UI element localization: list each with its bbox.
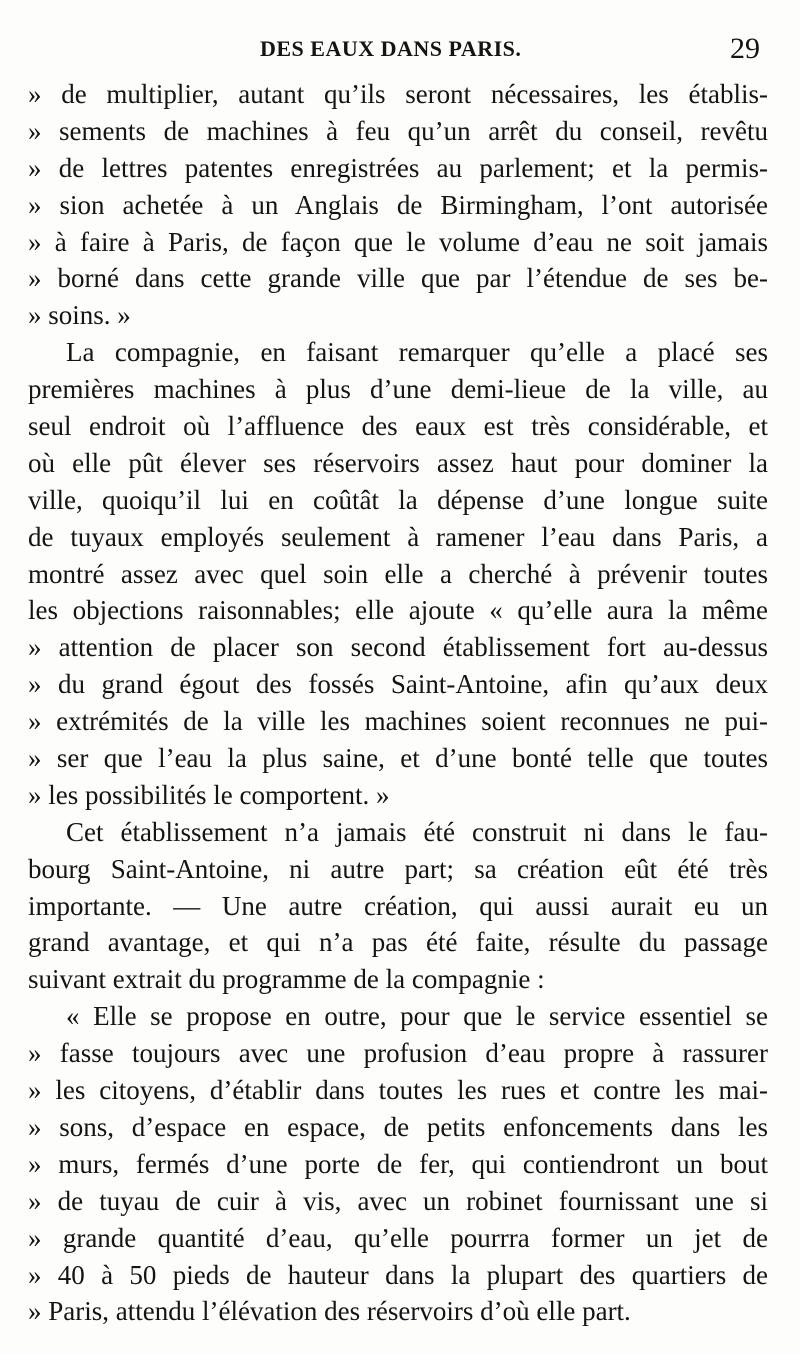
text-line: » ser que l’eau la plus saine, et d’une bonté telle que toutes bbox=[28, 743, 768, 774]
text-line: » murs, fermés d’une porte de fer, qui contiendront un bout bbox=[28, 1148, 768, 1179]
text-line: » fasse toujours avec une profusion d’eau propre à rassurer bbox=[28, 1038, 768, 1069]
text-line: » soins. » bbox=[28, 300, 131, 331]
text-line: » borné dans cette grande ville que par l’étendue de ses be- bbox=[28, 263, 768, 294]
text-line: où elle pût élever ses réservoirs assez haut pour dominer la bbox=[28, 447, 768, 478]
running-head bbox=[60, 32, 760, 70]
text-line: importante. — Une autre création, qui aussi aurait eu un bbox=[28, 890, 768, 921]
text-line: seul endroit où l’affluence des eaux est très considérable, et bbox=[28, 411, 768, 442]
text-line: suivant extrait du programme de la compagnie : bbox=[28, 964, 545, 995]
text-line: » attention de placer son second établissement fort au-dessus bbox=[28, 632, 768, 663]
text-line: grand avantage, et qui n’a pas été faite, résulte du passage bbox=[28, 927, 768, 958]
text-line: » Paris, attendu l’élévation des réservoirs d’où elle part. bbox=[28, 1296, 631, 1327]
text-line: La compagnie, en faisant remarquer qu’elle a placé ses bbox=[66, 337, 768, 368]
text-line: » les possibilités le comportent. » bbox=[28, 779, 390, 810]
text-line: premières machines à plus d’une demi-lieue de la ville, au bbox=[28, 374, 768, 405]
text-line: » du grand égout des fossés Saint-Antoine, afin qu’aux deux bbox=[28, 669, 768, 700]
text-line: les objections raisonnables; elle ajoute « qu’elle aura la même bbox=[28, 595, 768, 626]
text-body bbox=[28, 76, 768, 1330]
text-line: » grande quantité d’eau, qu’elle pourrra former un jet de bbox=[28, 1222, 768, 1253]
text-line: » 40 à 50 pieds de hauteur dans la plupart des quartiers de bbox=[28, 1259, 768, 1290]
text-line: » sion achetée à un Anglais de Birmingham, l’ont autorisée bbox=[28, 189, 768, 220]
text-line: » les citoyens, d’établir dans toutes les rues et contre les mai- bbox=[28, 1075, 768, 1106]
text-line: » de tuyau de cuir à vis, avec un robinet fournissant une si bbox=[28, 1185, 768, 1216]
text-line: » à faire à Paris, de façon que le volume d’eau ne soit jamais bbox=[28, 226, 768, 257]
text-line: bourg Saint-Antoine, ni autre part; sa création eût été très bbox=[28, 853, 768, 884]
text-line: » de multiplier, autant qu’ils seront nécessaires, les établis- bbox=[28, 79, 768, 109]
text-line: « Elle se propose en outre, pour que le service essentiel se bbox=[66, 1001, 768, 1032]
text-line: ville, quoiqu’il lui en coûtât la dépense d’une longue suite bbox=[28, 484, 768, 515]
page-number: 29 bbox=[730, 32, 760, 65]
text-line: montré assez avec quel soin elle a cherché à prévenir toutes bbox=[28, 558, 768, 589]
text-line: » de lettres patentes enregistrées au parlement; et la permis- bbox=[28, 152, 768, 183]
text-line: » extrémités de la ville les machines soient reconnues ne pui- bbox=[28, 706, 768, 737]
text-line: » sons, d’espace en espace, de petits enfoncements dans les bbox=[28, 1111, 768, 1142]
text-line: » sements de machines à feu qu’un arrêt du conseil, revêtu bbox=[28, 115, 768, 146]
text-line: Cet établissement n’a jamais été construit ni dans le fau- bbox=[66, 816, 768, 847]
text-line: de tuyaux employés seulement à ramener l’eau dans Paris, a bbox=[28, 521, 768, 552]
running-title: DES EAUX DANS PARIS. bbox=[260, 36, 522, 61]
